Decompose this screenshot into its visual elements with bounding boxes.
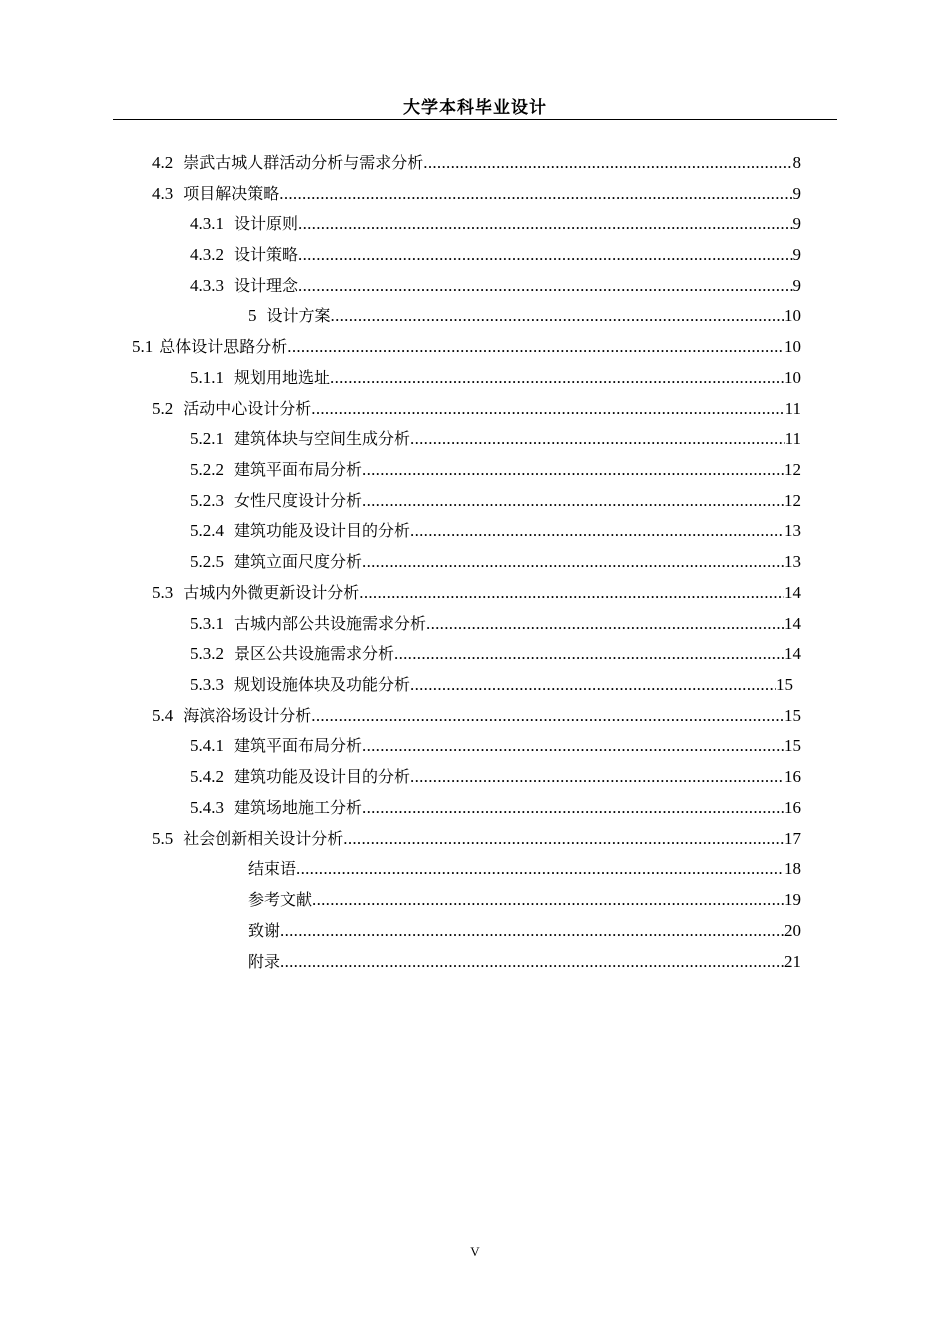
toc-dot-leader xyxy=(362,489,784,513)
toc-dot-leader xyxy=(287,335,784,359)
toc-entry-number: 5.4.1 xyxy=(190,736,224,755)
toc-dot-leader xyxy=(298,274,792,298)
toc-entry-title: 设计原则 xyxy=(234,214,299,233)
toc-entry-title: 总体设计思路分析 xyxy=(159,337,288,356)
toc-dot-leader xyxy=(394,642,784,666)
toc-entry-title: 结束语 xyxy=(248,859,297,878)
toc-entry-page: 15 xyxy=(784,736,801,755)
toc-entry-number: 5.5 xyxy=(152,829,174,848)
toc-entry-title: 古城内部公共设施需求分析 xyxy=(234,614,427,633)
toc-entry[interactable] xyxy=(190,796,801,820)
toc-entry-number: 5.3.2 xyxy=(190,644,224,663)
toc-entry-page: 14 xyxy=(784,583,801,602)
toc-entry-title: 致谢 xyxy=(248,921,281,940)
toc-entry[interactable] xyxy=(152,704,801,728)
toc-entry-number: 5.4 xyxy=(152,706,174,725)
toc-entry-number: 4.3 xyxy=(152,184,174,203)
toc-entry-number: 5.2.4 xyxy=(190,521,224,540)
toc-entry-title: 设计理念 xyxy=(234,276,299,295)
toc-dot-leader xyxy=(426,612,784,636)
toc-dot-leader xyxy=(362,796,784,820)
toc-entry-title: 活动中心设计分析 xyxy=(183,399,312,418)
toc-entry-title: 古城内外微更新设计分析 xyxy=(183,583,360,602)
toc-entry-number: 4.3.2 xyxy=(190,245,224,264)
toc-entry[interactable] xyxy=(248,950,801,974)
toc-entry-title: 女性尺度设计分析 xyxy=(234,491,363,510)
toc-dot-leader xyxy=(279,182,792,206)
toc-entry-number: 5.4.3 xyxy=(190,798,224,817)
toc-entry-title: 建筑功能及设计目的分析 xyxy=(234,767,411,786)
toc-entry-page: 12 xyxy=(784,491,801,510)
toc-entry[interactable] xyxy=(190,243,801,267)
toc-entry-title: 海滨浴场设计分析 xyxy=(183,706,312,725)
toc-entry-page: 10 xyxy=(784,337,801,356)
toc-dot-leader xyxy=(410,673,776,697)
toc-entry-page: 9 xyxy=(792,214,801,233)
toc-entry-page: 11 xyxy=(784,399,801,418)
page-number: V xyxy=(470,1244,480,1259)
toc-entry-page: 8 xyxy=(792,153,801,172)
toc-dot-leader xyxy=(298,212,792,236)
toc-dot-leader xyxy=(311,704,784,728)
toc-entry-title: 景区公共设施需求分析 xyxy=(234,644,395,663)
header-rule xyxy=(113,119,837,120)
toc-entry-page: 10 xyxy=(784,306,801,325)
toc-dot-leader xyxy=(280,950,784,974)
toc-entry[interactable] xyxy=(190,673,793,697)
toc-entry[interactable] xyxy=(132,335,801,359)
toc-entry[interactable] xyxy=(190,519,801,543)
toc-entry[interactable] xyxy=(152,397,801,421)
toc-dot-leader xyxy=(311,397,784,421)
toc-entry-page: 13 xyxy=(784,552,801,571)
toc-entry[interactable] xyxy=(248,919,801,943)
toc-entry-number: 5.2.5 xyxy=(190,552,224,571)
toc-entry[interactable] xyxy=(190,642,801,666)
toc-dot-leader xyxy=(331,304,784,328)
page-header-title: 大学本科毕业设计 xyxy=(403,98,547,118)
toc-entry[interactable] xyxy=(190,366,801,390)
toc-entry-title: 建筑场地施工分析 xyxy=(234,798,363,817)
toc-entry-page: 20 xyxy=(784,921,801,940)
toc-entry-title: 崇武古城人群活动分析与需求分析 xyxy=(183,153,424,172)
toc-entry-title: 附录 xyxy=(248,952,281,971)
toc-dot-leader xyxy=(298,243,792,267)
toc-entry-number: 5.2.3 xyxy=(190,491,224,510)
toc-entry-title: 设计方案 xyxy=(266,306,331,325)
toc-entry[interactable] xyxy=(152,151,801,175)
toc-entry-number: 5.2.1 xyxy=(190,429,224,448)
toc-dot-leader xyxy=(410,519,784,543)
toc-entry-page: 12 xyxy=(784,460,801,479)
toc-entry-title: 参考文献 xyxy=(248,890,313,909)
toc-entry[interactable] xyxy=(190,458,801,482)
toc-entry-page: 21 xyxy=(784,952,801,971)
toc-entry[interactable] xyxy=(248,888,801,912)
toc-dot-leader xyxy=(359,581,784,605)
toc-entry-page: 16 xyxy=(784,798,801,817)
toc-entry-number: 5.3 xyxy=(152,583,174,602)
toc-dot-leader xyxy=(410,427,785,451)
toc-dot-leader xyxy=(330,366,784,390)
toc-entry[interactable] xyxy=(190,612,801,636)
toc-entry-title: 社会创新相关设计分析 xyxy=(183,829,344,848)
toc-entry[interactable] xyxy=(190,765,801,789)
toc-entry-number: 4.3.1 xyxy=(190,214,224,233)
toc-entry[interactable] xyxy=(190,212,801,236)
toc-entry-page: 19 xyxy=(784,890,801,909)
toc-entry[interactable] xyxy=(152,182,801,206)
toc-entry-title: 建筑体块与空间生成分析 xyxy=(234,429,411,448)
toc-entry-number: 5.2.2 xyxy=(190,460,224,479)
toc-entry-page: 15 xyxy=(784,706,801,725)
toc-dot-leader xyxy=(343,827,784,851)
toc-entry-number: 4.2 xyxy=(152,153,174,172)
toc-entry[interactable] xyxy=(190,734,801,758)
toc-entry-title: 规划设施体块及功能分析 xyxy=(234,675,411,694)
toc-entry-page: 16 xyxy=(784,767,801,786)
toc-entry-title: 建筑立面尺度分析 xyxy=(234,552,363,571)
toc-entry-number: 5.1.1 xyxy=(190,368,224,387)
toc-entry-title: 规划用地选址 xyxy=(234,368,331,387)
toc-entry[interactable] xyxy=(152,827,801,851)
toc-entry-number: 4.3.3 xyxy=(190,276,224,295)
toc-entry[interactable] xyxy=(190,550,801,574)
toc-entry-number: 5.3.1 xyxy=(190,614,224,633)
toc-entry[interactable] xyxy=(190,427,801,451)
toc-entry[interactable] xyxy=(248,857,801,881)
toc-entry-page: 18 xyxy=(784,859,801,878)
toc-entry-number: 5.4.2 xyxy=(190,767,224,786)
toc-dot-leader xyxy=(312,888,784,912)
toc-entry-title: 项目解决策略 xyxy=(183,184,280,203)
toc-dot-leader xyxy=(423,151,792,175)
toc-dot-leader xyxy=(296,857,784,881)
toc-entry-page: 11 xyxy=(784,429,801,448)
toc-entry-page: 13 xyxy=(784,521,801,540)
toc-dot-leader xyxy=(362,550,784,574)
toc-entry-page: 9 xyxy=(792,245,801,264)
toc-entry-page: 10 xyxy=(784,368,801,387)
toc-entry-page: 14 xyxy=(784,644,801,663)
toc-entry-title: 建筑平面布局分析 xyxy=(234,460,363,479)
toc-entry-title: 设计策略 xyxy=(234,245,299,264)
toc-entry-page: 15 xyxy=(776,675,793,694)
toc-dot-leader xyxy=(362,734,784,758)
toc-entry-page: 17 xyxy=(784,829,801,848)
toc-dot-leader xyxy=(280,919,784,943)
toc-entry[interactable] xyxy=(152,581,801,605)
toc-entry-number: 5.2 xyxy=(152,399,174,418)
toc-entry-page: 9 xyxy=(792,184,801,203)
toc-entry-title: 建筑功能及设计目的分析 xyxy=(234,521,411,540)
toc-entry-page: 9 xyxy=(792,276,801,295)
toc-entry[interactable] xyxy=(190,489,801,513)
toc-entry-title: 建筑平面布局分析 xyxy=(234,736,363,755)
toc-entry-page: 14 xyxy=(784,614,801,633)
toc-entry-number: 5.1 xyxy=(132,337,154,356)
toc-entry[interactable] xyxy=(248,304,801,328)
toc-dot-leader xyxy=(362,458,784,482)
toc-entry-number: 5 xyxy=(248,306,257,325)
toc-entry[interactable] xyxy=(190,274,801,298)
toc-dot-leader xyxy=(410,765,784,789)
toc-entry-number: 5.3.3 xyxy=(190,675,224,694)
